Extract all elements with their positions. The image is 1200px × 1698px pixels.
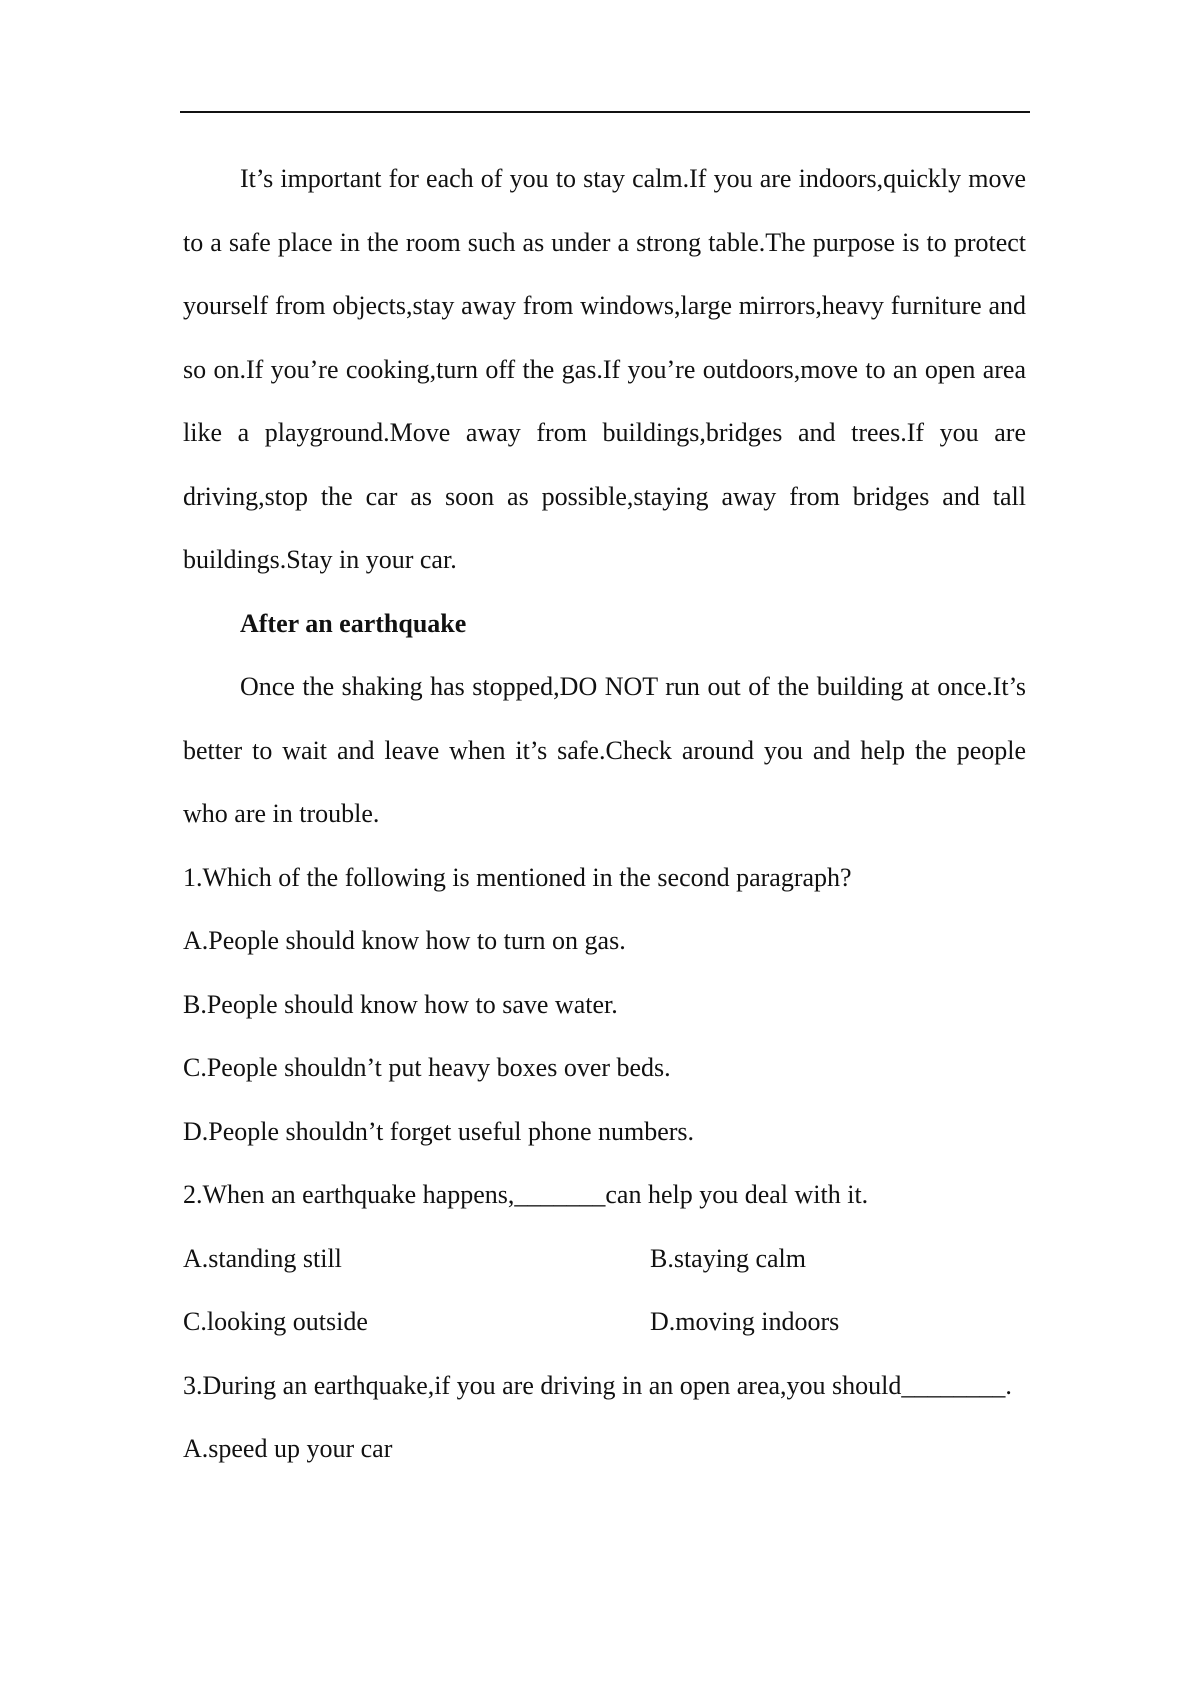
question-1 [183,846,1026,1164]
document-body [183,147,1026,1481]
question-2 [183,1163,1026,1354]
question-1-option-b: B.People should know how to save water. [183,989,618,1019]
question-3 [183,1354,1026,1481]
question-2-options-row-2 [183,1290,1026,1354]
question-2-option-c: C.looking outside [183,1307,368,1336]
question-1-option-c: C.People shouldn’t put heavy boxes over beds. [183,1053,671,1082]
question-3-option-a: A.speed up your car [183,1434,393,1463]
question-2-options-row-1 [183,1227,1026,1291]
question-3-stem: 3.During an earthquake,if you are driving in an open area,you should________. [183,1370,1012,1400]
question-2-option-d: D.moving indoors [650,1307,840,1336]
question-2-option-a: A.standing still [183,1243,342,1273]
question-1-option-a: A.People should know how to turn on gas. [183,926,626,955]
question-2-stem: 2.When an earthquake happens,_______can help you deal with it. [183,1180,869,1209]
passage-paragraph-2: Once the shaking has stopped,DO NOT run out of the building at once.It’s better to wait and leave when it’s safe.Check around you and help the people who are in trouble. [183,672,1026,828]
question-2-option-b: B.staying calm [650,1243,806,1273]
passage-paragraph-1: It’s important for each of you to stay calm.If you are indoors,quickly move to a safe place in the room such as under a strong table.The purpose is to protect yourself from objects,stay away from windows,large mirrors,heavy furniture and so on.If you’re cooking,turn off the gas.If you’re outdoors,move to an open area like a playground.Move away from buildings,bridges and trees.If you are driving,stop the car as soon as possible,staying away from bridges and tall buildings.Stay in your car. [183,164,1026,574]
header-rule [180,111,1030,113]
question-1-option-d: D.People shouldn’t forget useful phone numbers. [183,1116,695,1146]
section-heading: After an earthquake [240,608,467,638]
question-1-stem: 1.Which of the following is mentioned in the second paragraph? [183,862,852,892]
